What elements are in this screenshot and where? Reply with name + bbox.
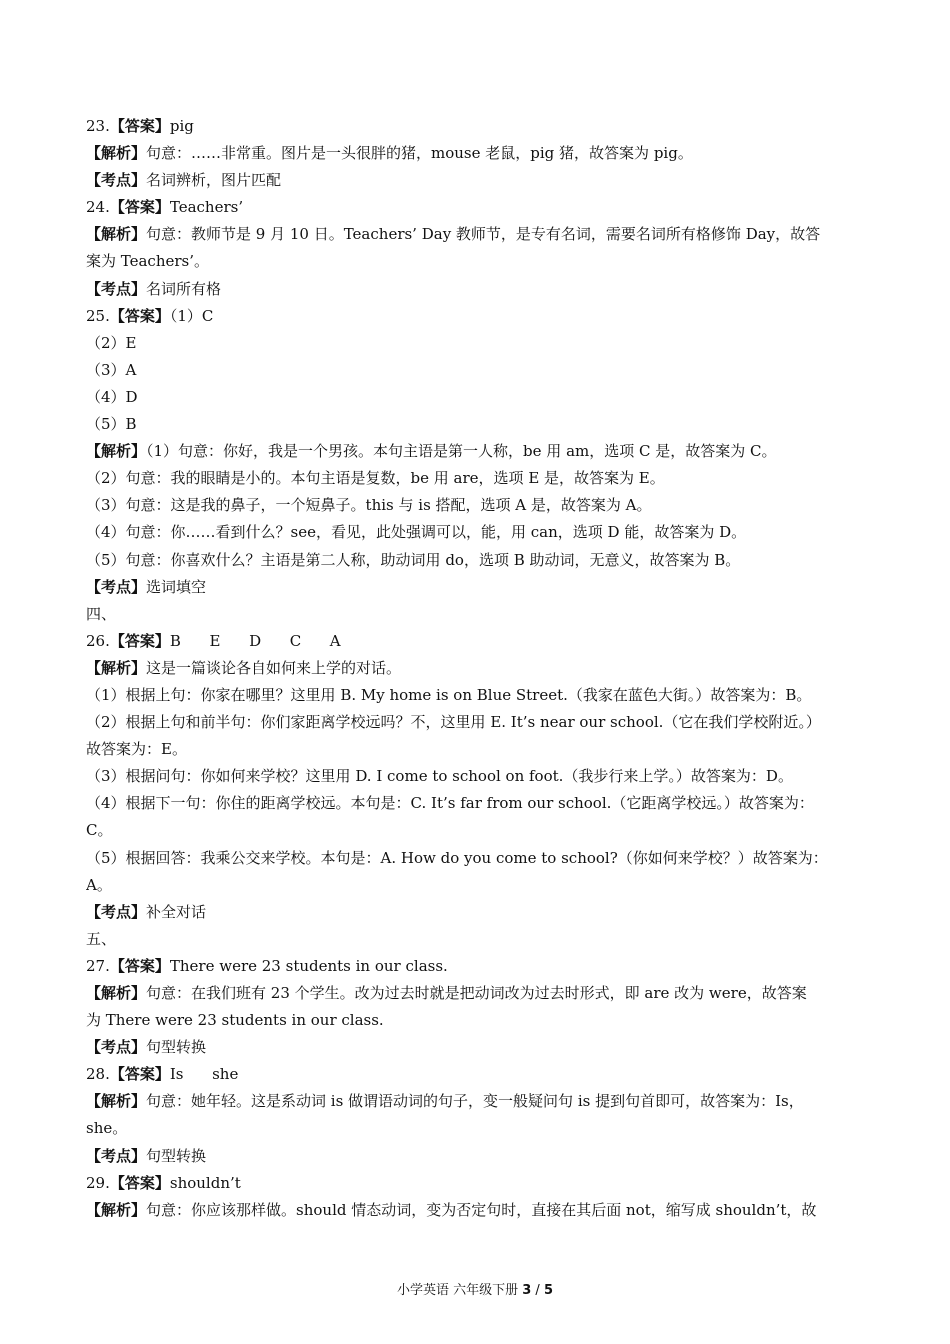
- line-text: 句意：在我们班有 23 个学生。改为过去时就是把动词改为过去时形式，即 are 改为 were，故答案: [146, 984, 807, 1002]
- section-tag: 【考点】: [86, 279, 147, 298]
- text-line: [86, 736, 876, 763]
- line-text: 句意：教师节是 9 月 10 日。Teachers’ Day 教师节，是专有名词，需要名词所有格修饰 Day，故答: [146, 225, 821, 244]
- line-text: 补全对话: [146, 902, 207, 921]
- page-number: 3: [522, 1283, 532, 1298]
- section-tag: 【解析】: [86, 442, 147, 461]
- line-text: 故答案为：E。: [86, 740, 187, 759]
- question-number: 24.: [86, 198, 110, 217]
- text-line: [86, 709, 876, 736]
- line-text: （5）根据回答：我乘公交来学校。本句是：A. How do you come to school?（你如何来学校？）故答案为：: [86, 848, 828, 867]
- line-text: 这是一篇谈论各自如何来上学的对话。: [146, 658, 402, 677]
- text-line: [86, 330, 876, 357]
- section-tag: 【答案】: [109, 1065, 170, 1084]
- text-line: [86, 574, 876, 601]
- line-text: she。: [86, 1119, 128, 1138]
- section-tag: 【考点】: [86, 1146, 147, 1165]
- text-line: [86, 411, 876, 438]
- text-line: [86, 790, 876, 817]
- section-tag: 【解析】: [86, 1200, 147, 1219]
- line-text: 选词填空: [146, 577, 207, 596]
- section-tag: 【解析】: [86, 1092, 147, 1111]
- section-tag: 【考点】: [86, 1038, 147, 1057]
- text-line: [86, 221, 876, 248]
- line-text: （2）根据上句和前半句：你们家距离学校远吗？不，这里用 E. It’s near our school.（它在我们学校附近。）: [86, 713, 821, 732]
- text-line: [86, 1197, 876, 1224]
- text-line: [86, 872, 876, 899]
- text-line: [86, 547, 876, 574]
- question-number: 27.: [86, 956, 110, 975]
- text-line: [86, 953, 876, 980]
- text-line: [86, 1007, 876, 1034]
- line-text: 句意：她年轻。这是系动词 is 做谓语动词的句子，变一般疑问句 is 提到句首即可，故答案为：Is，: [146, 1092, 804, 1111]
- text-line: [86, 303, 876, 330]
- text-line: [86, 276, 876, 303]
- line-text: Is she: [169, 1065, 239, 1084]
- text-line: [86, 140, 876, 167]
- line-text: 名词所有格: [146, 279, 222, 298]
- text-line: [86, 492, 876, 519]
- page-total: 5: [543, 1283, 553, 1298]
- line-text: 名词辨析，图片匹配: [146, 171, 282, 190]
- document-body: [86, 113, 876, 1224]
- line-text: There were 23 students in our class.: [169, 956, 448, 975]
- section-tag: 【答案】: [109, 1173, 170, 1192]
- text-line: [86, 194, 876, 221]
- line-text: 句型转换: [146, 1038, 207, 1057]
- text-line: [86, 899, 876, 926]
- text-line: [86, 628, 876, 655]
- section-tag: 【答案】: [109, 117, 170, 135]
- section-tag: 【解析】: [86, 658, 147, 677]
- section-tag: 【答案】: [109, 198, 170, 217]
- question-number: 25.: [86, 306, 110, 325]
- line-text: （1）根据上句：你家在哪里？这里用 B. My home is on Blue Street.（我家在蓝色大街。）故答案为：B。: [86, 685, 812, 704]
- text-line: [86, 384, 876, 411]
- text-line: [86, 817, 876, 844]
- line-text: （5）B: [86, 415, 137, 434]
- line-text: （1）C: [169, 306, 214, 325]
- section-tag: 【解析】: [86, 144, 147, 163]
- question-number: 26.: [86, 631, 110, 650]
- line-text: C。: [86, 821, 113, 840]
- line-text: （4）句意：你……看到什么？see，看见，此处强调可以，能，用 can，选项 D 能，故答案为 D。: [86, 523, 747, 542]
- line-text: 五、: [86, 929, 117, 948]
- text-line: [86, 438, 876, 465]
- question-number: 23.: [86, 117, 110, 135]
- line-text: 四、: [86, 604, 117, 623]
- line-text: （5）句意：你喜欢什么？主语是第二人称，助动词用 do，选项 B 助动词，无意义，故答案为 B。: [86, 550, 741, 569]
- text-line: [86, 167, 876, 194]
- text-line: [86, 1115, 876, 1142]
- line-text: B E D C A: [169, 631, 341, 650]
- text-line: [86, 845, 876, 872]
- text-line: [86, 655, 876, 682]
- line-text: 案为 Teachers’。: [86, 252, 210, 271]
- line-text: （2）E: [86, 333, 137, 352]
- text-line: [86, 980, 876, 1007]
- text-line: [86, 926, 876, 953]
- line-text: shouldn’t: [169, 1173, 241, 1192]
- line-text: pig: [169, 117, 194, 135]
- section-tag: 【考点】: [86, 171, 147, 190]
- line-text: （2）句意：我的眼睛是小的。本句主语是复数，be 用 are，选项 E 是，故答案为 E。: [86, 469, 665, 488]
- text-line: [86, 465, 876, 492]
- section-tag: 【答案】: [109, 956, 170, 975]
- question-number: 29.: [86, 1173, 110, 1192]
- text-line: [86, 113, 876, 140]
- line-text: （4）根据下一句：你住的距离学校远。本句是：C. It’s far from our school.（它距离学校远。）故答案为：: [86, 794, 814, 813]
- section-tag: 【考点】: [86, 577, 147, 596]
- page-separator: /: [531, 1283, 544, 1298]
- line-text: （3）句意：这是我的鼻子，一个短鼻子。this 与 is 搭配，选项 A 是，故答案为 A。: [86, 496, 652, 515]
- text-line: [86, 1170, 876, 1197]
- line-text: 句型转换: [146, 1146, 207, 1165]
- section-tag: 【解析】: [86, 225, 147, 244]
- text-line: [86, 357, 876, 384]
- line-text: Teachers’: [169, 198, 244, 217]
- question-number: 28.: [86, 1065, 110, 1084]
- line-text: （4）D: [86, 387, 138, 406]
- section-tag: 【答案】: [109, 631, 170, 650]
- line-text: （1）句意：你好，我是一个男孩。本句主语是第一人称，be 用 am，选项 C 是，故答案为 C。: [146, 442, 777, 461]
- text-line: [86, 248, 876, 275]
- line-text: （3）根据问句：你如何来学校？这里用 D. I come to school on foot.（我步行来上学。）故答案为：D。: [86, 767, 793, 786]
- section-tag: 【解析】: [86, 984, 147, 1002]
- section-tag: 【答案】: [109, 306, 170, 325]
- line-text: A。: [86, 875, 112, 894]
- line-text: 为 There were 23 students in our class.: [86, 1011, 384, 1030]
- text-line: [86, 1143, 876, 1170]
- section-tag: 【考点】: [86, 902, 147, 921]
- page-footer: [0, 1279, 950, 1298]
- line-text: 句意：……非常重。图片是一头很胖的猪，mouse 老鼠，pig 猪，故答案为 pig。: [146, 144, 693, 163]
- line-text: （3）A: [86, 360, 137, 379]
- text-line: [86, 519, 876, 546]
- text-line: [86, 682, 876, 709]
- text-line: [86, 1088, 876, 1115]
- text-line: [86, 1061, 876, 1088]
- text-line: [86, 1034, 876, 1061]
- line-text: 句意：你应该那样做。should 情态动词，变为否定句时，直接在其后面 not，缩写成 shouldn’t，故: [146, 1200, 817, 1219]
- text-line: [86, 763, 876, 790]
- text-line: [86, 601, 876, 628]
- footer-title: 小学英语 六年级下册: [396, 1283, 523, 1298]
